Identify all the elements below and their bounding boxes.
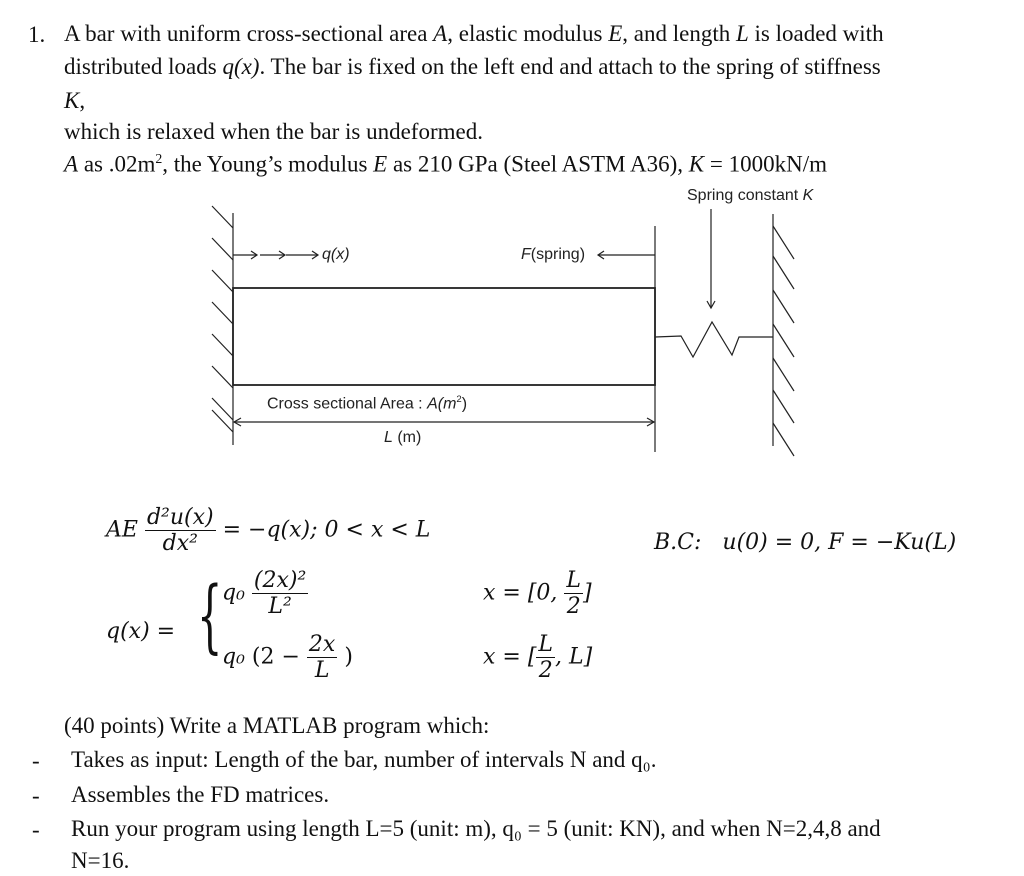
brace-icon: { <box>197 569 223 662</box>
coef-q0: q₀ <box>222 580 245 606</box>
text: (spring) <box>530 246 586 263</box>
problem-number: 1. <box>28 22 46 47</box>
text: as .02m <box>78 151 156 177</box>
bar-rectangle <box>233 288 655 385</box>
bullet-marker: - <box>32 748 40 773</box>
coef-q0: q₀ <box>222 644 245 670</box>
text: , elastic modulus <box>447 21 609 46</box>
length-dimension-arrow <box>234 418 654 426</box>
spring-force-label <box>521 246 585 264</box>
rhs: = −q(x); 0 < x < L <box>222 517 431 543</box>
text: Spring constant <box>687 187 799 204</box>
text: = 1000kN/m <box>704 151 827 177</box>
text: . The bar is fixed on the left end and attach to the spring of stiffness <box>259 54 881 79</box>
superscript: 2 <box>456 394 462 405</box>
text: (m) <box>392 429 422 446</box>
task-item-1: Takes as input: Length of the bar, number of intervals N and q₀. <box>71 747 657 772</box>
var-F: F <box>521 246 531 263</box>
bullet-marker: - <box>32 783 40 808</box>
numerator: 2x <box>308 632 336 657</box>
spring-zigzag <box>655 322 773 357</box>
half-L-fraction <box>536 632 555 683</box>
derivative-fraction <box>145 505 216 556</box>
task-header: (40 points) Write a MATLAB program which: <box>64 713 490 738</box>
var-E: E <box>608 21 623 46</box>
boundary-conditions <box>654 530 956 555</box>
var-L: L <box>735 21 749 46</box>
coef-AE: AE <box>106 517 138 543</box>
governing-equation <box>106 505 430 556</box>
spring-force-arrow <box>598 251 655 259</box>
paren-open: (2 − <box>251 644 300 670</box>
numerator: d²u(x) <box>146 505 214 530</box>
load-label <box>322 246 350 264</box>
text: x = [ <box>483 644 537 670</box>
right-wall-hatch <box>773 226 794 456</box>
numerator: (2x)² <box>253 568 307 593</box>
var-A: A <box>64 151 79 177</box>
var-qx: q(x) <box>322 246 350 263</box>
qx-case-1 <box>222 568 308 619</box>
text: ) <box>461 395 468 413</box>
text: Cross sectional Area : <box>267 395 428 413</box>
case1-domain <box>483 568 592 619</box>
var-K: K <box>64 88 80 113</box>
text: , the Young’s modulus <box>162 151 374 177</box>
half-L-fraction <box>564 568 583 619</box>
text: ] <box>583 580 592 606</box>
distributed-load-arrows <box>233 251 318 259</box>
paren-close: ) <box>344 644 353 670</box>
qx-case-2 <box>222 632 353 683</box>
task-item-2: Assembles the FD matrices. <box>71 782 330 807</box>
task-item-3: Run your program using length L=5 (unit: m), q₀ = 5 (unit: KN), and when N=2,4,8 and <box>71 816 881 841</box>
var-L: L <box>384 429 393 446</box>
text: A bar with uniform cross-sectional area <box>64 21 434 46</box>
denominator: 2 <box>538 658 553 683</box>
case1-fraction <box>252 568 308 619</box>
denominator: 2 <box>566 594 581 619</box>
length-label <box>384 429 421 447</box>
case2-fraction <box>307 632 337 683</box>
task-item-3-continued: N=16. <box>71 848 130 873</box>
qx-lhs: q(x) = <box>106 619 176 644</box>
left-wall-hatch <box>212 206 233 432</box>
text: x = [0, <box>483 580 565 606</box>
spring-pointer-arrow <box>707 209 715 308</box>
var-E: E <box>373 151 388 177</box>
text: , L] <box>555 644 593 670</box>
var-K: K <box>802 187 814 204</box>
var-A: A(m <box>427 395 457 413</box>
numerator: L <box>538 632 554 657</box>
text: , and length <box>622 21 736 46</box>
var-A: A <box>433 21 448 46</box>
denominator: L² <box>268 594 292 619</box>
superscript: 2 <box>155 151 163 166</box>
denominator: L <box>314 658 330 683</box>
bc-value: u(0) = 0, F = −Ku(L) <box>722 530 957 555</box>
var-K: K <box>688 151 705 177</box>
text: is loaded with <box>748 21 884 46</box>
spring-constant-label <box>687 187 813 205</box>
cross-section-label <box>267 394 467 413</box>
bullet-marker: - <box>32 817 40 842</box>
numerator: L <box>566 568 582 593</box>
denominator: dx² <box>162 531 198 556</box>
problem-line-4: which is relaxed when the bar is undeformed. <box>64 119 483 144</box>
bc-label: B.C: <box>654 530 702 555</box>
text: distributed loads <box>64 54 223 79</box>
text: as 210 GPa (Steel ASTM A36), <box>387 151 689 177</box>
case2-domain <box>483 632 592 683</box>
var-qx: q(x) <box>222 54 260 79</box>
text: , <box>79 88 86 113</box>
